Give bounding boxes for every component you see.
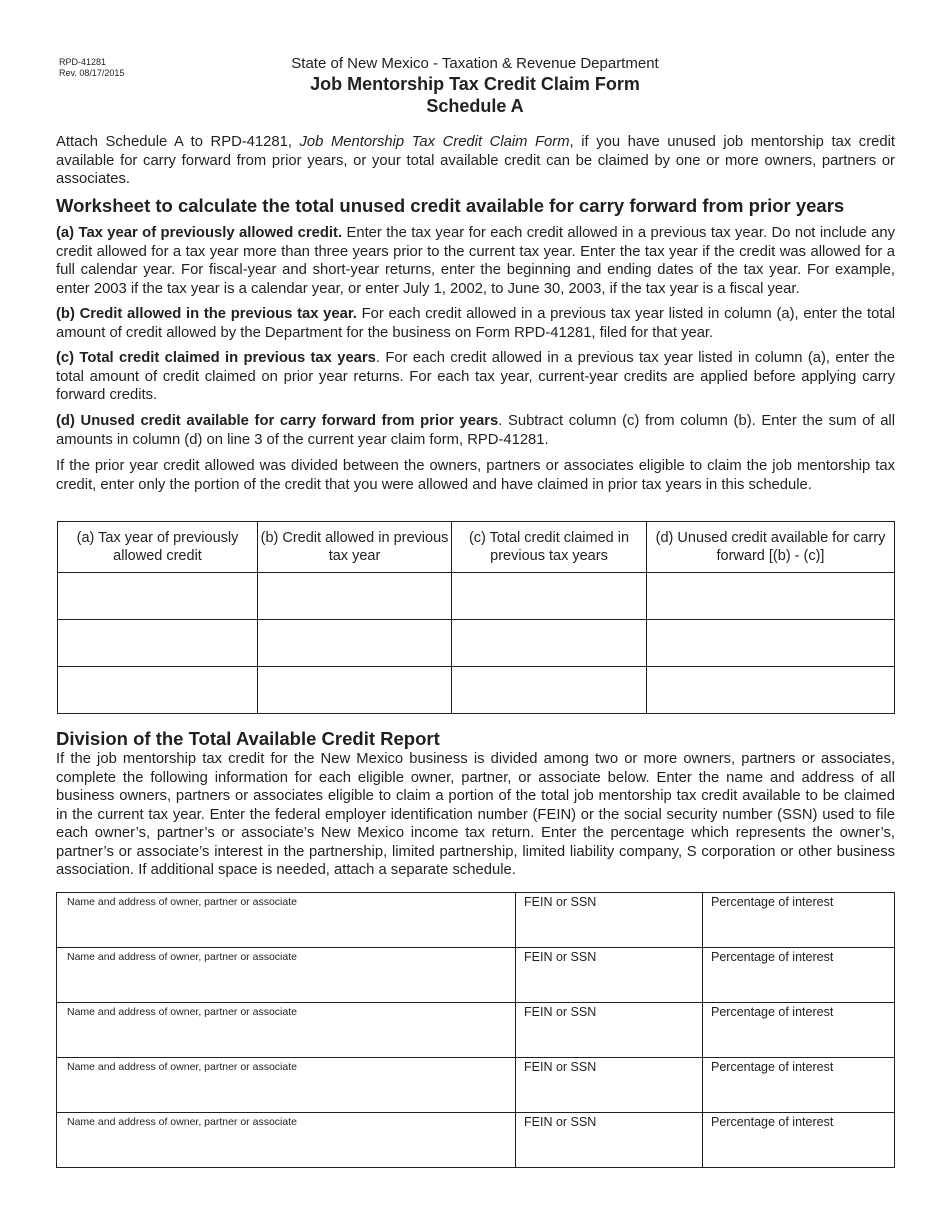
instruction-c-label: (c) Total credit claimed in previous tax years xyxy=(56,350,376,366)
owner-name-address-field[interactable] xyxy=(57,948,516,1003)
owner-row xyxy=(57,1058,895,1113)
column-c-header: (c) Total credit claimed in previous tax years xyxy=(452,522,647,573)
instruction-a-label: (a) Tax year of previously allowed credit. xyxy=(56,225,343,241)
owner-name-label: Name and address of owner, partner or associate xyxy=(67,1006,297,1018)
fein-ssn-field[interactable] xyxy=(516,1003,703,1058)
owner-name-address-field[interactable] xyxy=(57,1058,516,1113)
fein-ssn-label: FEIN or SSN xyxy=(524,1060,597,1074)
worksheet-table xyxy=(57,521,895,714)
percentage-field[interactable] xyxy=(703,893,895,948)
owners-table xyxy=(56,892,895,1168)
percentage-field[interactable] xyxy=(703,1003,895,1058)
division-paragraph: If the job mentorship tax credit for the New Mexico business is divided among two or more owners, partners or associates, complete the following information for each eligible owner, partner, or associate below. Enter the name and address of all business owners, partners or associates eligible to claim a portion of the total job mentorship tax credit available to be claimed in the current tax year. Enter the federal employer identification number (FEIN) or the social security number (SSN) used to file each owner’s, partner’s or associate’s New Mexico income tax return. Enter the percentage which represents the owner’s, partner’s or associate’s interest in the partnership, limited partnership, limited liability company, S corporation or other business association. If additional space is needed, attach a separate schedule. xyxy=(56,751,895,878)
fein-ssn-field[interactable] xyxy=(516,893,703,948)
percentage-label: Percentage of interest xyxy=(711,1060,834,1074)
intro-text-1: Attach Schedule A to RPD-41281, xyxy=(56,134,300,150)
worksheet-note: If the prior year credit allowed was divided between the owners, partners or associates eligible to claim the job mentorship tax credit, enter only the portion of the credit that you were allowed and have claimed in prior tax years in this schedule. xyxy=(56,458,895,493)
tax-year-field[interactable] xyxy=(58,573,258,620)
fein-ssn-label: FEIN or SSN xyxy=(524,1005,597,1019)
column-a-header: (a) Tax year of previously allowed credit xyxy=(58,522,258,573)
fein-ssn-label: FEIN or SSN xyxy=(524,895,597,909)
owner-row xyxy=(57,948,895,1003)
intro-paragraph xyxy=(56,133,895,189)
instruction-a-text: Enter the tax year for each credit allowed in a previous tax year. Do not include any credit allowed for a tax year more than three years prior to the current tax year. Enter the tax year if the credit was allowed for a full calendar year. For fiscal-year and short-year returns, enter the beginning and ending dates of the tax year. For example, enter 2003 if the tax year is a calendar year, or enter July 1, 2002, to June 30, 2003, if the tax year is a fiscal year. xyxy=(56,225,895,297)
intro-text-2: , if you have unused job mentorship tax credit available for carry forward from prior years, or your total available credit can be claimed by one or more owners, partners or associates. xyxy=(56,134,895,187)
column-d-header: (d) Unused credit available for carry forward [(b) - (c)] xyxy=(647,522,895,573)
division-heading: Division of the Total Available Credit Report xyxy=(56,728,440,749)
instruction-b-text: For each credit allowed in a previous tax year listed in column (a), enter the total amount of credit allowed by the Department for the business on Form RPD-41281, filed for that year. xyxy=(56,306,895,341)
instruction-d xyxy=(56,412,895,449)
percentage-field[interactable] xyxy=(703,1058,895,1113)
percentage-label: Percentage of interest xyxy=(711,895,834,909)
credit-claimed-field[interactable] xyxy=(452,620,647,667)
credit-claimed-field[interactable] xyxy=(452,573,647,620)
owner-name-address-field[interactable] xyxy=(57,1003,516,1058)
intro-form-name: Job Mentorship Tax Credit Claim Form xyxy=(299,134,570,150)
owner-name-label: Name and address of owner, partner or associate xyxy=(67,1116,297,1128)
percentage-field[interactable] xyxy=(703,1113,895,1168)
percentage-label: Percentage of interest xyxy=(711,1115,834,1129)
credit-allowed-field[interactable] xyxy=(258,667,452,714)
instruction-d-label: (d) Unused credit available for carry forward from prior years xyxy=(56,413,499,429)
instruction-c-text: . For each credit allowed in a previous tax year listed in column (a), enter the total amount of credit claimed on prior year returns. For each tax year, current-year credits are applied before applying carry forward credits. xyxy=(56,350,895,403)
owner-row xyxy=(57,893,895,948)
form-revision: Rev. 08/17/2015 xyxy=(59,68,125,78)
unused-credit-field[interactable] xyxy=(647,573,895,620)
owner-row xyxy=(57,1113,895,1168)
schedule-title: Schedule A xyxy=(426,96,524,116)
department-name: State of New Mexico - Taxation & Revenue Department xyxy=(291,55,659,72)
fein-ssn-label: FEIN or SSN xyxy=(524,1115,597,1129)
instruction-d-text: . Subtract column (c) from column (b). Enter the sum of all amounts in column (d) on line 3 of the current year claim form, RPD-41281. xyxy=(56,413,895,448)
owner-name-label: Name and address of owner, partner or associate xyxy=(67,896,297,908)
form-number: RPD-41281 xyxy=(59,57,107,67)
tax-year-field[interactable] xyxy=(58,667,258,714)
form-header xyxy=(0,55,950,117)
column-b-header: (b) Credit allowed in previous tax year xyxy=(258,522,452,573)
fein-ssn-field[interactable] xyxy=(516,948,703,1003)
worksheet-row xyxy=(58,667,895,714)
credit-allowed-field[interactable] xyxy=(258,573,452,620)
worksheet-row xyxy=(58,620,895,667)
fein-ssn-field[interactable] xyxy=(516,1058,703,1113)
owner-row xyxy=(57,1003,895,1058)
worksheet-row xyxy=(58,573,895,620)
worksheet-header-row xyxy=(58,522,895,573)
unused-credit-field[interactable] xyxy=(647,620,895,667)
percentage-label: Percentage of interest xyxy=(711,950,834,964)
percentage-label: Percentage of interest xyxy=(711,1005,834,1019)
instruction-b-label: (b) Credit allowed in the previous tax year. xyxy=(56,306,357,322)
instruction-a xyxy=(56,224,895,298)
credit-claimed-field[interactable] xyxy=(452,667,647,714)
worksheet-heading: Worksheet to calculate the total unused credit available for carry forward from prior years xyxy=(56,195,845,216)
percentage-field[interactable] xyxy=(703,948,895,1003)
owner-name-address-field[interactable] xyxy=(57,1113,516,1168)
owner-name-address-field[interactable] xyxy=(57,893,516,948)
instruction-b xyxy=(56,305,895,342)
unused-credit-field[interactable] xyxy=(647,667,895,714)
instruction-c xyxy=(56,349,895,405)
tax-year-field[interactable] xyxy=(58,620,258,667)
owner-name-label: Name and address of owner, partner or associate xyxy=(67,1061,297,1073)
credit-allowed-field[interactable] xyxy=(258,620,452,667)
owner-name-label: Name and address of owner, partner or associate xyxy=(67,951,297,963)
form-title: Job Mentorship Tax Credit Claim Form xyxy=(310,74,640,94)
fein-ssn-label: FEIN or SSN xyxy=(524,950,597,964)
fein-ssn-field[interactable] xyxy=(516,1113,703,1168)
